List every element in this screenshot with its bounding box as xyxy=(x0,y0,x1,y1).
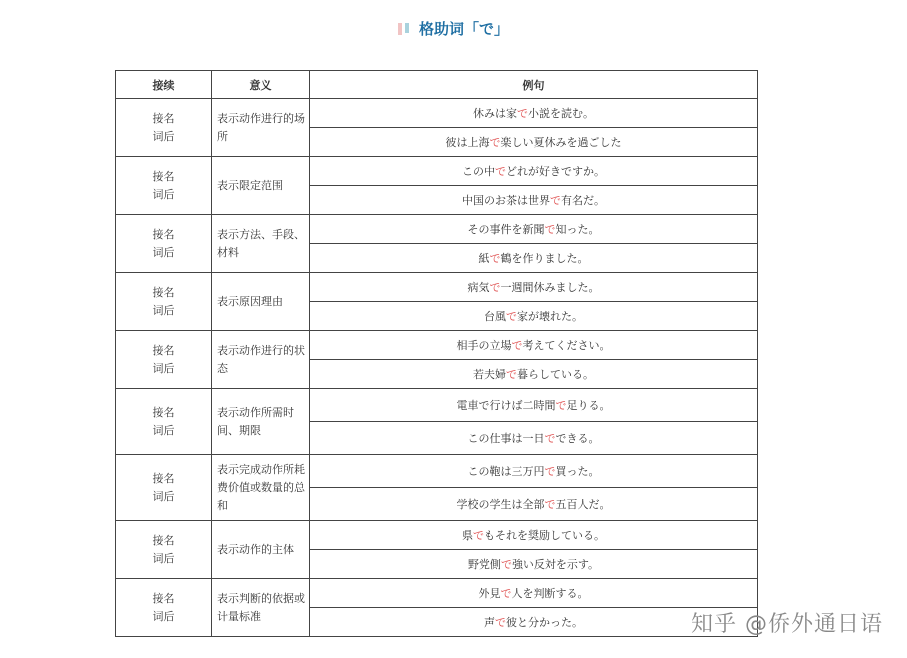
conn-cell xyxy=(116,389,212,455)
example-text: 楽しい夏休みを過ごした xyxy=(500,136,622,149)
conn-cell xyxy=(116,215,212,273)
example-text: 人を判断する。 xyxy=(511,587,589,600)
conn-text: 词后 xyxy=(152,361,175,375)
conn-text: 词后 xyxy=(152,187,175,201)
table-header-row xyxy=(116,71,758,99)
example-text: 暮らしている。 xyxy=(517,368,594,381)
example-text: その事件を新聞 xyxy=(467,223,545,236)
particle-highlight: で xyxy=(550,194,561,207)
particle-highlight: で xyxy=(489,136,501,149)
example-cell xyxy=(310,215,758,244)
meaning-cell: 表示原因理由 xyxy=(212,273,310,331)
example-text: 声 xyxy=(484,616,495,629)
particle-highlight: で xyxy=(517,107,528,120)
page-title xyxy=(398,18,509,39)
table-row xyxy=(116,389,758,422)
example-text: 外見 xyxy=(478,587,501,600)
example-text: もそれを奨励している。 xyxy=(484,529,605,542)
example-text: 彼と分かった。 xyxy=(506,616,583,629)
particle-highlight: で xyxy=(495,616,506,629)
table-row xyxy=(116,521,758,550)
example-text: 家が壊れた。 xyxy=(517,310,583,323)
example-text: 鶴を作りました。 xyxy=(500,252,589,265)
table-row xyxy=(116,215,758,244)
particle-highlight: で xyxy=(544,498,556,511)
conn-cell xyxy=(116,331,212,389)
conn-cell xyxy=(116,157,212,215)
meaning-cell: 表示动作进行的场所 xyxy=(212,99,310,157)
example-text: 休みは家 xyxy=(473,107,517,120)
meaning-cell: 表示判断的依据或计量标准 xyxy=(212,579,310,637)
conn-text: 接名 xyxy=(152,169,175,183)
header-example: 例句 xyxy=(310,71,758,99)
particle-highlight: で xyxy=(511,339,523,352)
example-text: 小説を読む。 xyxy=(528,107,594,120)
conn-cell xyxy=(116,99,212,157)
table-row xyxy=(116,157,758,186)
conn-cell xyxy=(116,455,212,521)
example-text: 五百人だ。 xyxy=(555,498,611,511)
example-text: この中 xyxy=(462,165,495,178)
example-text: 電車で行けば二時間 xyxy=(456,399,556,412)
conn-text: 接名 xyxy=(152,591,175,605)
conn-cell xyxy=(116,521,212,579)
conn-text: 词后 xyxy=(152,609,175,623)
example-cell xyxy=(310,99,758,128)
example-text: この鞄は三万円 xyxy=(467,465,545,478)
example-text: 病気 xyxy=(467,281,490,294)
meaning-cell: 表示完成动作所耗费价值或数量的总和 xyxy=(212,455,310,521)
particle-highlight: で xyxy=(544,432,556,445)
example-text: 県 xyxy=(462,529,473,542)
conn-text: 接名 xyxy=(152,533,175,547)
meaning-cell: 表示动作所需时间、期限 xyxy=(212,389,310,455)
example-text: できる。 xyxy=(555,432,600,445)
conn-text: 接名 xyxy=(152,227,175,241)
example-cell xyxy=(310,302,758,331)
particle-highlight: で xyxy=(544,465,556,478)
header-conn: 接续 xyxy=(116,71,212,99)
table-row xyxy=(116,579,758,608)
conn-text: 接名 xyxy=(152,405,175,419)
example-text: 彼は上海 xyxy=(445,136,490,149)
example-text: 買った。 xyxy=(555,465,600,478)
conn-text: 词后 xyxy=(152,129,175,143)
particle-highlight: で xyxy=(489,281,501,294)
example-text: 強い反対を示す。 xyxy=(511,558,600,571)
table-row xyxy=(116,99,758,128)
example-text: 一週間休みました。 xyxy=(500,281,600,294)
example-text: 野党側 xyxy=(467,558,501,571)
conn-cell xyxy=(116,579,212,637)
title-text: 格助词「で」 xyxy=(418,20,509,38)
example-cell xyxy=(310,331,758,360)
particle-highlight: で xyxy=(495,165,506,178)
table-body xyxy=(116,99,758,637)
conn-text: 词后 xyxy=(152,245,175,259)
particle-highlight: で xyxy=(555,399,567,412)
table-row xyxy=(116,331,758,360)
example-cell xyxy=(310,579,758,608)
title-area xyxy=(0,18,907,39)
particle-highlight: で xyxy=(506,310,517,323)
example-cell xyxy=(310,550,758,579)
particle-highlight: で xyxy=(473,529,484,542)
conn-text: 接名 xyxy=(152,111,175,125)
example-cell xyxy=(310,389,758,422)
example-text: 紙 xyxy=(478,252,490,265)
example-cell xyxy=(310,488,758,521)
example-text: 考えてください。 xyxy=(522,339,611,352)
conn-text: 接名 xyxy=(152,285,175,299)
conn-text: 词后 xyxy=(152,303,175,317)
meaning-cell: 表示动作进行的状态 xyxy=(212,331,310,389)
example-text: 相手の立場 xyxy=(456,339,512,352)
example-cell xyxy=(310,455,758,488)
conn-cell xyxy=(116,273,212,331)
example-cell xyxy=(310,521,758,550)
example-text: 若夫婦 xyxy=(473,368,506,381)
example-cell xyxy=(310,273,758,302)
header-meaning: 意义 xyxy=(212,71,310,99)
example-text: この仕事は一日 xyxy=(467,432,545,445)
example-text: 知った。 xyxy=(555,223,600,236)
table-row xyxy=(116,455,758,488)
particle-highlight: で xyxy=(500,558,512,571)
particle-highlight: で xyxy=(500,587,512,600)
particle-highlight: で xyxy=(489,252,501,265)
example-cell xyxy=(310,186,758,215)
example-text: 中国のお茶は世界 xyxy=(462,194,550,207)
meaning-cell: 表示动作的主体 xyxy=(212,521,310,579)
title-deco-icon xyxy=(398,23,409,35)
meaning-cell: 表示方法、手段、材料 xyxy=(212,215,310,273)
example-text: 台風 xyxy=(484,310,506,323)
particle-highlight: で xyxy=(506,368,517,381)
conn-text: 接名 xyxy=(152,343,175,357)
conn-text: 词后 xyxy=(152,423,175,437)
table-row xyxy=(116,273,758,302)
example-text: 学校の学生は全部 xyxy=(456,498,545,511)
example-text: 有名だ。 xyxy=(561,194,605,207)
watermark: 知乎 @侨外通日语 xyxy=(691,612,883,637)
example-cell xyxy=(310,157,758,186)
example-cell xyxy=(310,244,758,273)
conn-text: 词后 xyxy=(152,551,175,565)
particle-highlight: で xyxy=(544,223,556,236)
example-cell xyxy=(310,422,758,455)
conn-text: 接名 xyxy=(152,471,175,485)
grammar-table xyxy=(115,70,758,637)
conn-text: 词后 xyxy=(152,489,175,503)
example-cell xyxy=(310,360,758,389)
example-text: 足りる。 xyxy=(566,399,611,412)
meaning-cell: 表示限定范围 xyxy=(212,157,310,215)
example-text: どれが好きですか。 xyxy=(506,165,605,178)
example-cell xyxy=(310,128,758,157)
